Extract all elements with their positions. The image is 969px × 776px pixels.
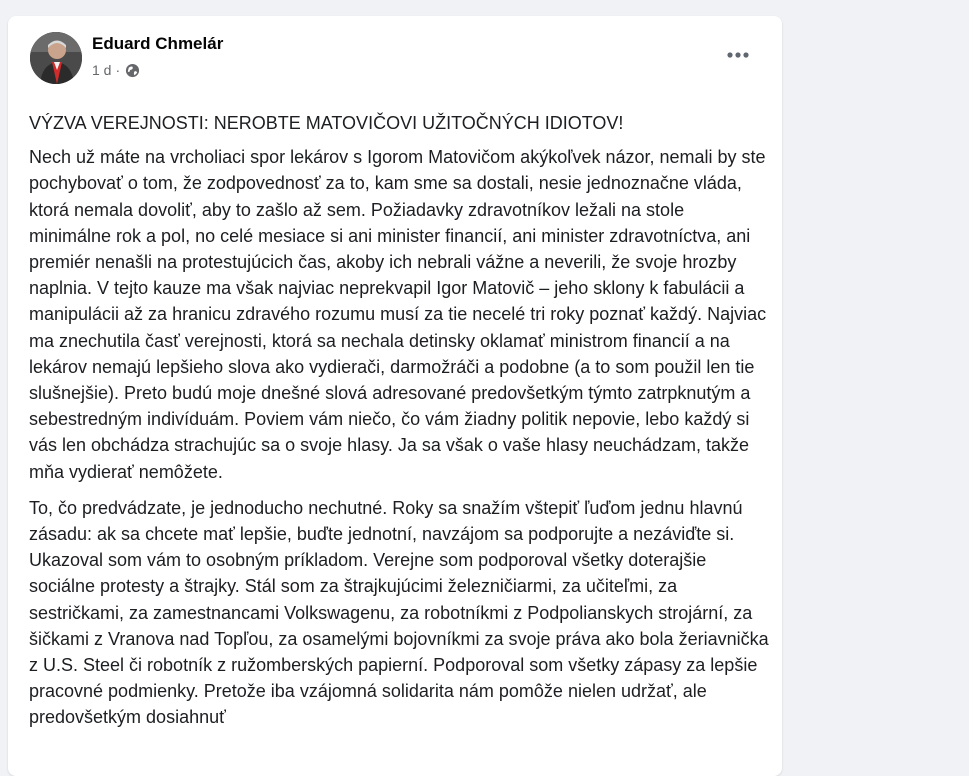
author-avatar[interactable] bbox=[30, 32, 82, 84]
post-body bbox=[29, 96, 769, 741]
post-paragraph: Nech už máte na vrcholiaci spor lekárov s Igorom Matovičom akýkoľvek názor, nemali by ste pochybovať o tom, že zodpovednosť za to, kam sme sa dostali, nesie jednoznačne vláda, ktorá nemala dovoliť, aby to zašlo až sem. Požiadavky zdravotníkov ležali na stole minimálne rok a pol, no celé mesiace si ani minister financií, ani minister zdravotníctva, ani premiér nenašli na protestujúcich čas, akoby ich nebrali vážne a neverili, že svoje hrozby naplnia. V tejto kauze ma však najviac neprekvapil Igor Matovič – jeho sklony k fabulácii a manipulácii až za hranicu zdravého rozumu musí za tie necelé tri roky poznať každý. Najviac ma znechutila časť verejnosti, ktorá sa nechala detinsky oklamať ministrom financií a na lekárov nemajú lepšieho slova ako vydierači, darmožráči a podobne (a to som použil len tie slušnejšie). Preto budú moje dnešné slová adresované predovšetkým týmto zatrpknutým a sebestredným indivíduám. Poviem vám niečo, čo vám žiadny politik nepovie, lebo každý si vás len obchádza strachujúc sa o svoje hlasy. Ja sa však o vaše hlasy neuchádzam, takže mňa vydierať nemôžete. bbox=[29, 147, 767, 482]
post-header bbox=[8, 16, 782, 96]
author-name[interactable]: Eduard Chmelár bbox=[92, 34, 224, 53]
post-card bbox=[8, 16, 782, 776]
post-paragraph: To, čo predvádzate, je jednoducho nechutné. Roky sa snažím vštepiť ľuďom jednu hlavnú zásadu: ak sa chcete mať lepšie, buďte jednotní, navzájom sa podporujte a nezáviďte si. Ukazoval som vám to osobným príkladom. Verejne som podporoval všetky doterajšie sociálne protesty a štrajky. Stál som za štrajkujúcimi železničiarmi, za učiteľmi, za sestričkami, za zamestnancami Volkswagenu, za robotníkmi z Podpolianskych strojární, za šičkami z Vranova nad Topľou, za osamelými bojovníkmi za svoje práva ako bola žeriavnička z U.S. Steel či robotník z ružomberských papierní. Podporoval som všetky zápasy za lepšie pracovné podmienky. Pretože iba vzájomná solidarita nám pomôže nielen udržať, ale predovšetkým dosiahnuť bbox=[29, 497, 769, 728]
meta-separator: · bbox=[115, 62, 121, 78]
more-options-icon bbox=[726, 51, 750, 59]
avatar-image bbox=[30, 32, 82, 84]
post-time[interactable]: 1 d bbox=[92, 62, 112, 78]
post-title: VÝZVA VEREJNOSTI: NEROBTE MATOVIČOVI UŽITOČNÝCH IDIOTOV! bbox=[29, 113, 624, 133]
globe-icon[interactable] bbox=[125, 63, 140, 78]
more-options-button[interactable] bbox=[720, 42, 756, 68]
post-meta bbox=[92, 62, 140, 78]
